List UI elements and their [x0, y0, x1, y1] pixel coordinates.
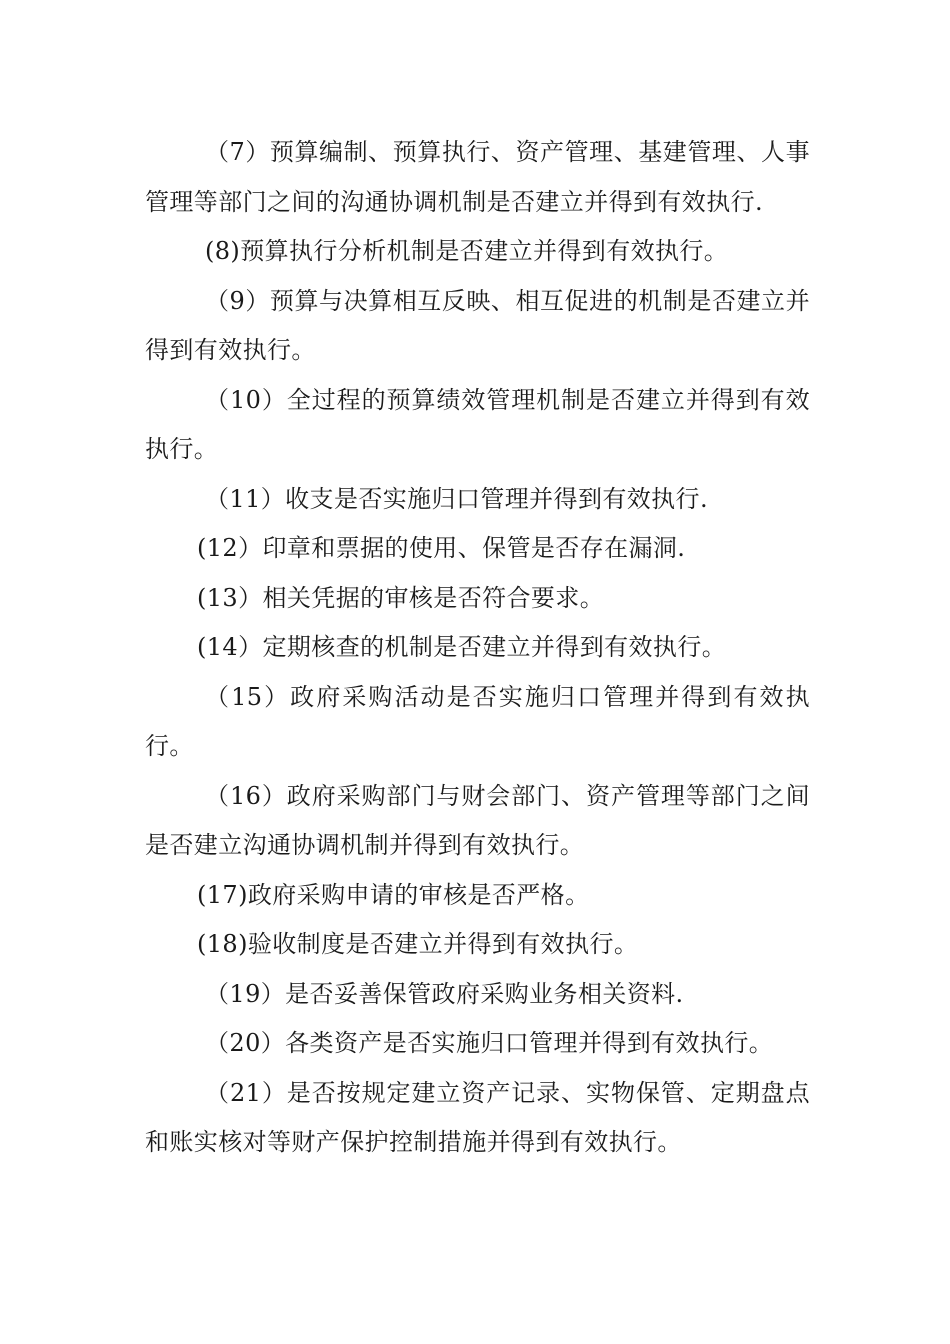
paragraph-15: （15）政府采购活动是否实施归口管理并得到有效执行。	[145, 682, 810, 760]
paragraph-7: （7）预算编制、预算执行、资产管理、基建管理、人事管理等部门之间的沟通协调机制是否建立并得到有效执行.	[145, 138, 810, 216]
document-body	[145, 128, 810, 1168]
paragraph-21: （21）是否按规定建立资产记录、实物保管、定期盘点和账实核对等财产保护控制措施并得到有效执行。	[145, 1078, 810, 1156]
paragraph-16: （16）政府采购部门与财会部门、资产管理等部门之间是否建立沟通协调机制并得到有效执行。	[145, 781, 810, 859]
paragraph-13: (13）相关凭据的审核是否符合要求。	[197, 583, 605, 612]
paragraph-17: (17)政府采购申请的审核是否严格。	[197, 880, 590, 909]
paragraph-12: (12）印章和票据的使用、保管是否存在漏洞.	[197, 534, 686, 562]
paragraph-14: (14）定期核查的机制是否建立并得到有效执行。	[197, 633, 727, 661]
paragraph-20: （20）各类资产是否实施归口管理并得到有效执行。	[205, 1029, 774, 1057]
paragraph-10: （10）全过程的预算绩效管理机制是否建立并得到有效执行。	[145, 385, 810, 463]
paragraph-9: （9）预算与决算相互反映、相互促进的机制是否建立并得到有效执行。	[145, 286, 810, 364]
paragraph-11: （11）收支是否实施归口管理并得到有效执行.	[205, 484, 708, 513]
paragraph-8: (8)预算执行分析机制是否建立并得到有效执行。	[205, 237, 729, 265]
paragraph-19: （19）是否妥善保管政府采购业务相关资料.	[205, 979, 684, 1008]
paragraph-18: (18)验收制度是否建立并得到有效执行。	[197, 930, 639, 958]
